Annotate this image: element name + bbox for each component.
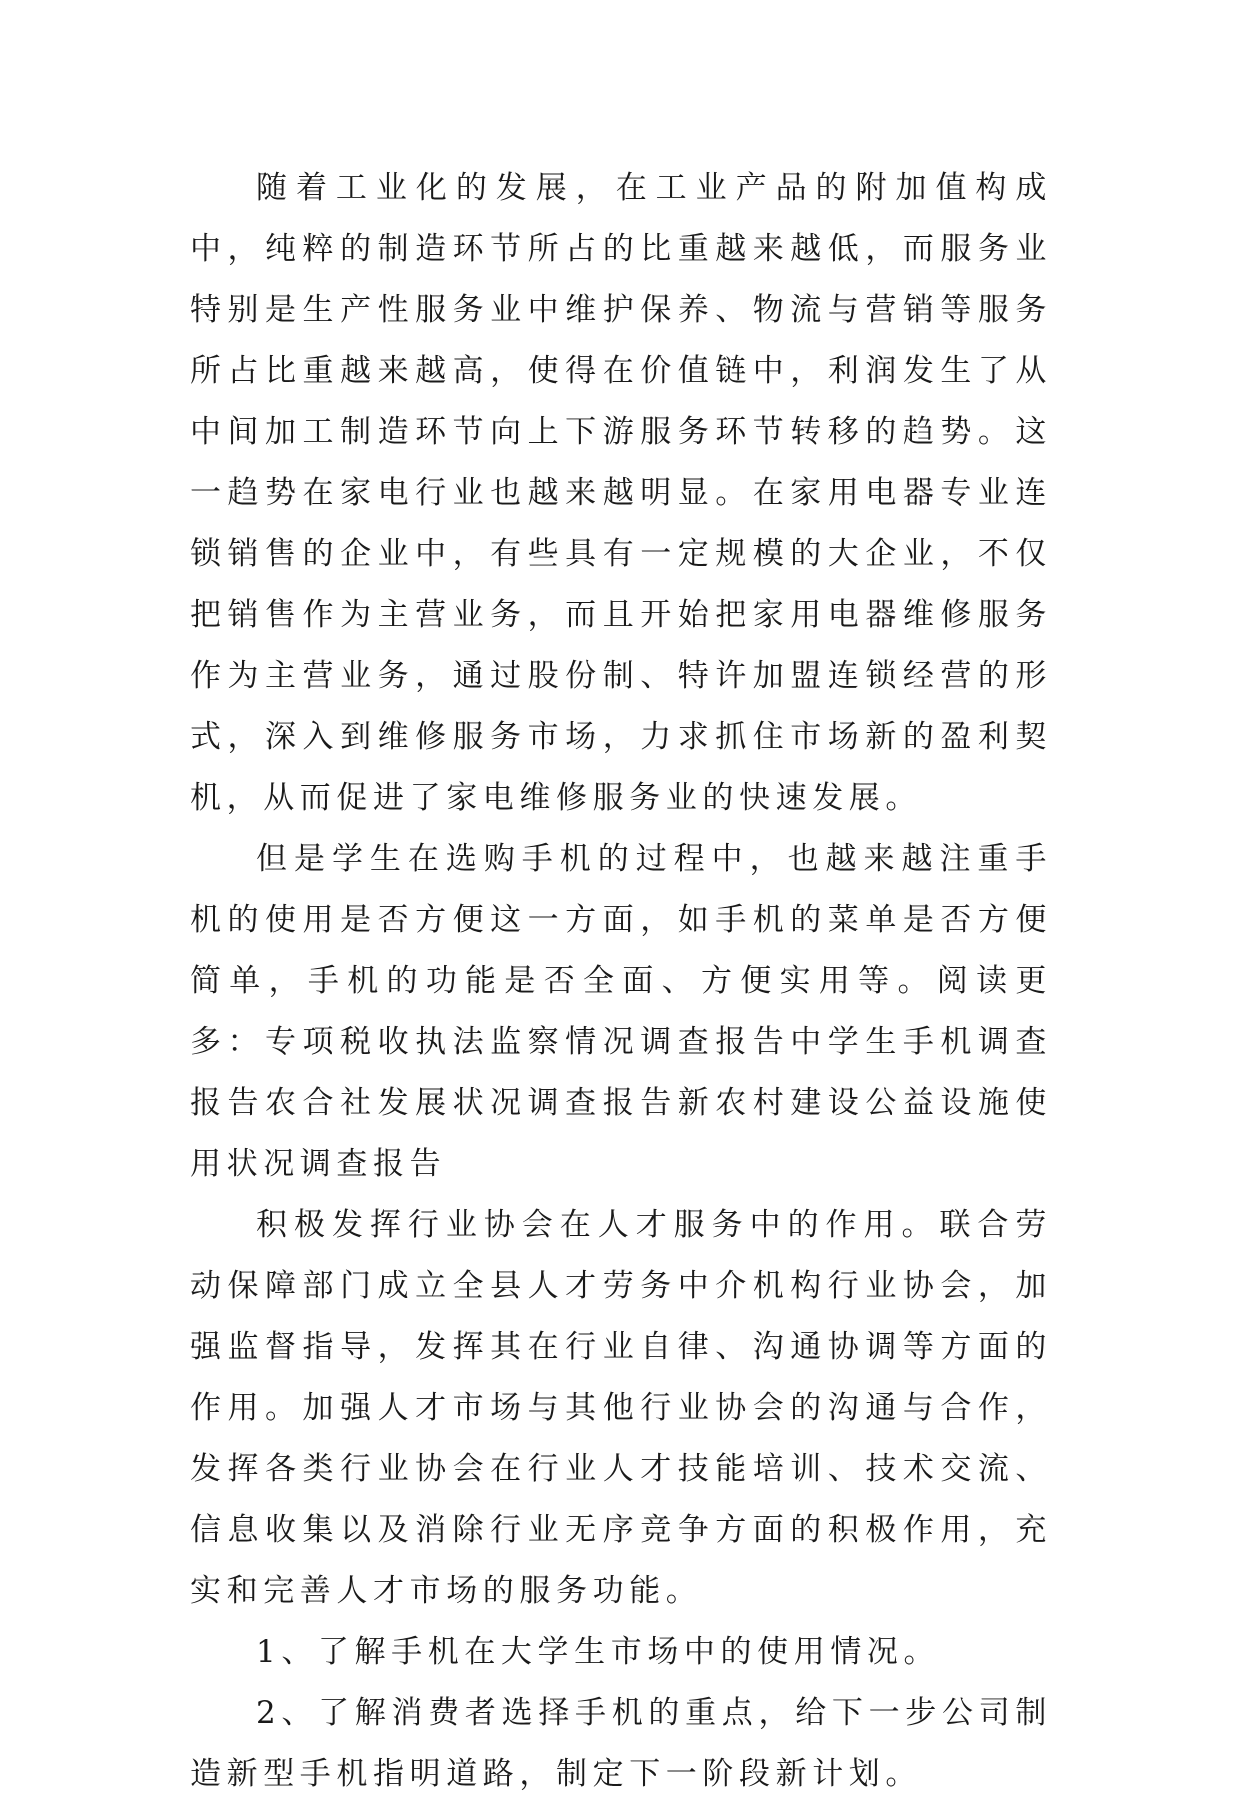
paragraph-industry-association: 积极发挥行业协会在人才服务中的作用。联合劳动保障部门成立全县人才劳务中介机构行业协会，加强监督指导，发挥其在行业自律、沟通协调等方面的作用。加强人才市场与其他行业协会的沟通与合作，发挥各类行业协会在行业人才技能培训、技术交流、信息收集以及消除行业无序竞争方面的积极作用，充实和完善人才市场的服务功能。 — [190, 1207, 1052, 1609]
list-item-goal-2: 2、了解消费者选择手机的重点，给下一步公司制造新型手机指明道路，制定下一阶段新计划。 — [190, 1695, 1052, 1792]
paragraph-phone-usage: 但是学生在选购手机的过程中，也越来越注重手机的使用是否方便这一方面，如手机的菜单是否方便简单，手机的功能是否全面、方便实用等。阅读更多：专项税收执法监察情况调查报告中学生手机调查报告农合社发展状况调查报告新农村建设公益设施使用状况调查报告 — [190, 841, 1052, 1182]
document-body — [190, 158, 1052, 1805]
paragraph-industrialization: 随着工业化的发展，在工业产品的附加值构成中，纯粹的制造环节所占的比重越来越低，而服务业特别是生产性服务业中维护保养、物流与营销等服务所占比重越来越高，使得在价值链中，利润发生了从中间加工制造环节向上下游服务环节转移的趋势。这一趋势在家电行业也越来越明显。在家用电器专业连锁销售的企业中，有些具有一定规模的大企业，不仅把销售作为主营业务，而且开始把家用电器维修服务作为主营业务，通过股份制、特许加盟连锁经营的形式，深入到维修服务市场，力求抓住市场新的盈利契机，从而促进了家电维修服务业的快速发展。 — [190, 170, 1052, 816]
list-item-goal-1: 1、了解手机在大学生市场中的使用情况。 — [256, 1634, 941, 1670]
